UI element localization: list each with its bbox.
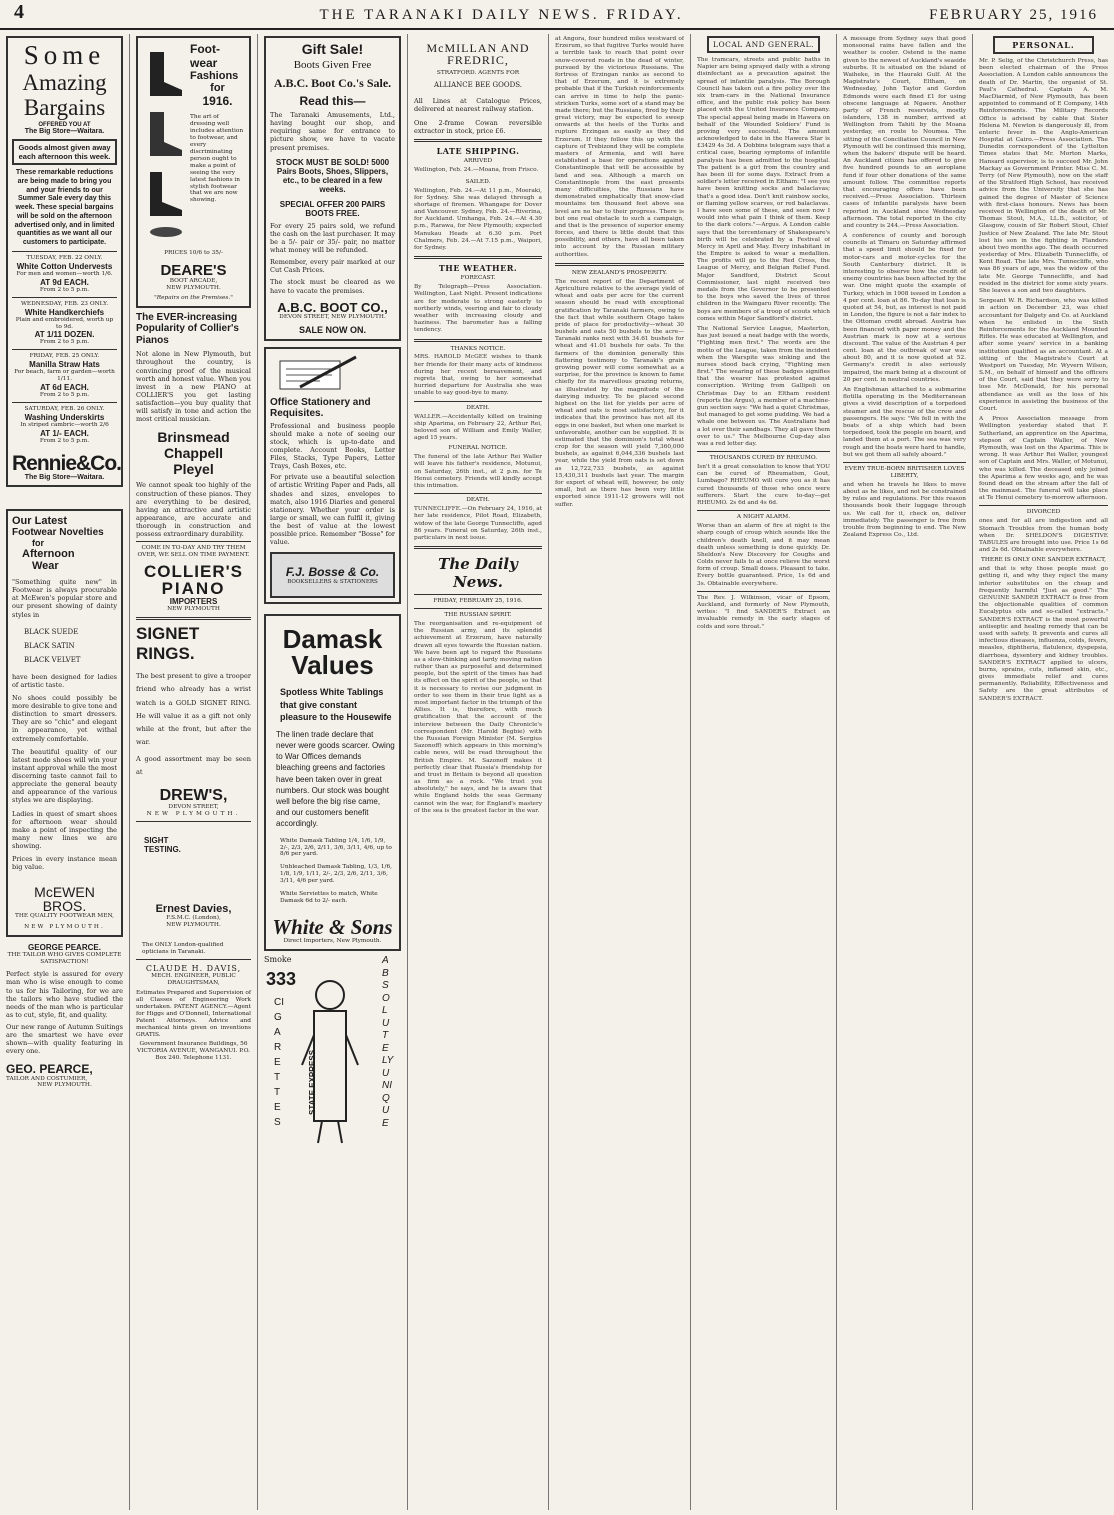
sight-testing-ad (136, 836, 251, 957)
store-name: The Big Store—Waitara. (24, 474, 105, 482)
article-text: Sergeant W. R. Richardson, who was killed in action on December 23, was chief accountant for Dalgety and Co. at Auckland when he enlisted in the Sixth Reinforcements for the Auckland Mounted Rifles. He was educated at Wellington, and after some years' service in a banking institution qualified as an accountant. At a sitting of the Magistrate's Court at Westport on Tuesday, Mr. Wyvern Wilson, S.M., on behalf of himself and the officers of the Court, said that they were sorry to lose Mr. McDonald, for his personal attendance as well as the loss of his experience in assisting the business of the Court. (979, 298, 1108, 412)
column-2 (130, 34, 258, 1510)
pen-and-paper-icon (270, 353, 360, 393)
bosse-logo (270, 552, 395, 598)
ad-heading: EVERY TRUE-BORN BRITISHER LOVES LIBERTY, (844, 465, 965, 479)
ad-text: Worse than an alarm of fire at night is the sharp cough of croup which sounds like the children's death knell, and it may mean death unless something is done quickly. Dr. Sheldon's New Discovery for Coughs and Colds never fails to at once relieve the worst form of croup. Small doses. Pleasant to take. Every bottle guaranteed. Price, 1s 6d and 3s. Obtainable everywhere. (697, 523, 830, 587)
advertiser-location: NEW PLYMOUTH. (166, 921, 221, 928)
day-desc: Plain and embroidered, worth up to 9d. (15, 316, 114, 330)
ad-text: Our new range of Autumn Suitings are the smartest we have ever shown—with quality featuring in every one. (6, 1023, 123, 1056)
footwear-novelties-ad (6, 509, 123, 937)
section-heading: PERSONAL. (1012, 40, 1075, 50)
sub-heading: THANKS NOTICE. (450, 345, 506, 352)
advertiser-sub: IMPORTERS (169, 597, 218, 607)
column-5 (549, 34, 691, 1510)
ad-headline: Gift Sale! (301, 41, 364, 57)
advertiser-sub: STRATFORD. AGENTS FOR (436, 70, 520, 76)
advertiser-location: NEW PLYMOUTH. (166, 284, 221, 291)
day-price: AT 6d EACH. (40, 383, 89, 393)
notice-text: MRS. HAROLD McGEE wishes to thank her friends for their many acts of kindness during her recent bereavement, and regrets that, owing to her somewhat hurried departure for Australia she was unable to say good-bye to many. (414, 354, 542, 397)
article-text: Wellington, Feb. 24.—Moana, from Frisco. (414, 167, 539, 174)
notice-text: TUNNECLIFFE.—On February 24, 1916, at her late residence, Pilot Road, Elizabeth, widow of the late George Tunnecliffe, aged 86 years. Funeral on Saturday, 26th inst., particulars in next issue. (414, 506, 542, 541)
ad-text: The linen trade declare that never were goods scarcer. Owing to War Offices demands bleaching greens and factories have been taken over in great numbers. Our stock was bought well before the big rise came, and our customers benefit accordingly. (276, 729, 395, 829)
ad-headline: Boots Given Free (293, 59, 372, 71)
logo-text: F.J. Bosse & Co. (285, 565, 380, 580)
ad-text: "Something quite new" in Footwear is always procurable at McEwen's popular store and our present showing of dainty styles in (12, 578, 117, 619)
editorial-date: FRIDAY, FEBRUARY 25, 1916. (433, 598, 523, 605)
ad-text: One 2-frame Cowan reversible extractor in stock, price £6. (414, 119, 542, 136)
advertiser-name: A.B.C. BOOT CO., (277, 299, 388, 315)
article-text: A Press Association message from Wellington yesterday stated that F. Sutherland, an apprentice on the Aparima, stepson of Captain Waller, of New Plymouth, was lost on the Aparima. This is wrong. It was Arthur Rei Waller, youngest son of Captain and Mrs. Waller, of Motunui, who was killed. The deceased only joined the Aparima a few weeks ago, and he was found dead on the stream after the fall of the mainmast. The funeral will take place at Te Henui cemetery to-morrow afternoon. (979, 416, 1108, 502)
advertiser-name: White & Sons (272, 915, 393, 940)
column-7 (837, 34, 973, 1510)
ad-tagline: ABSOLUTELY UNIQUE (382, 955, 394, 1129)
issue-date: FEBRUARY 25, 1916 (929, 7, 1098, 23)
advertiser-sub: Direct Importers, New Plymouth. (283, 938, 382, 945)
style-item: BLACK VELVET (24, 655, 81, 664)
ad-text: ones and for all are indigestion and all Stomach Troubles from the human body when Dr. SHELDON'S DIGESTIVE TABULES are brought into use. Price 1s 6d and 2s 6d. Obtainable everywhere. (979, 518, 1108, 554)
ad-text: Isn't it a great consolation to know that YOU can be cured of Rheumatism, Gout, Lumbago? RHEUMO will cure you as it has cured thousands of those who once were sufferers. Start the cure to-day—get RHEUMO. 2s 6d and 4s 6d. (697, 464, 830, 507)
ad-text: The best present to give a trooper friend who already has a wrist watch is a GOLD SIGNET RING. He will value it as a gift not only while at the front, but after the war. (136, 672, 251, 747)
sub-heading: SAILED. (465, 178, 491, 185)
signature-sub: TAILOR AND COSTUMIER, (6, 1075, 88, 1082)
ad-headline: Amazing (22, 70, 107, 95)
ad-text: Professional and business people should make a note of seeing our stock, which is up-to-date and complete. Account Books, Letter Files, Stacks, Type Papers, Letter Trays, Cash Boxes, etc. (270, 421, 395, 471)
ad-headline: Foot- (190, 42, 220, 56)
ad-headline: The EVER-increasing Popularity of Collier's Pianos (136, 311, 239, 346)
ad-text: COME IN TO-DAY AND TRY THEM OVER, WE SELL ON TIME PAYMENT. (137, 545, 250, 559)
ad-text: Perfect style is assured for every man who is wise enough to come to us for his Tailoring, for we are the tailors who have studied the needs of the man who is particular as to cut, style, fit, and quality. (6, 970, 123, 1019)
bargains-ad (6, 36, 123, 487)
sale-day (12, 301, 117, 347)
ad-headline: for (210, 82, 225, 94)
day-item: Manilla Straw Hats (29, 360, 100, 370)
ad-text: and when he travels he likes to move about as he likes, and not be constrained by rules and regulations. For this reason thousands book their luggage through us. We call for it, check on, deliver immediately. The passenger is free from trouble from beginning to end. The New Zealand Express Co., Ltd. (843, 481, 966, 539)
article-text: By Telegraph—Press Association. Wellington, Last Night. Present indications are for moderate to strong easterly to northerly winds, veering and fair to cloudy weather with increasing cloudy and haziness. The barometer has a falling tendency. (414, 284, 542, 334)
day-label: WEDNESDAY, FEB. 23 ONLY. (20, 300, 109, 307)
ad-headline: SIGHT (144, 835, 169, 845)
advertiser-name: DREW'S, (159, 786, 228, 804)
ad-text: and that is why those people must go getting it, and why they reject the many inferior substitutes on the cheap and frequently harmful "Just as good." The GENUINE SANDER EXTRACT is free from the objectionable qualities of common Eucalyptus oils and so-called "extracts." SANDER'S EXTRACT is the most powerful antiseptic and healing remedy that can be used with safety. It prevents and cures all infectious diseases, influenza, colds, fevers, measles, diphtheria, flatulence, dyspepsia, diarrhoea, dysentery and kidney troubles. SANDER'S EXTRACT applied to ulcers, burns, sprains, cuts, inflamed skin, etc., gives immediate relief and cures permanently. Reliability, Effectiveness and Safety are the great attributes of SANDER'S EXTRACT. (979, 566, 1108, 702)
ad-headline: Values (291, 650, 374, 681)
ad-headline: wear (190, 56, 218, 70)
advertiser-address: Government Insurance Buildings, 56 VICTORIA AVENUE, WANGANUI. P.O. Box 240. Telephone 1131. (137, 1040, 250, 1061)
ad-text: Not alone in New Plymouth, but throughout the country, is convincing proof of the musical worth and honest value. When you invest in a new PIANO at COLLIER'S you get lasting satisfaction—you buy quality that will satisfy in tone and action the most critical musician. (136, 350, 251, 424)
ad-text: These remarkable reductions are being made to bring you and your friends to our Summer Sale every day this week. These special bargains will be sold on the afternoon advertised only, and in limited quantities as we want all our customers to participate. (14, 169, 115, 246)
ad-text: The ONLY London-qualified opticians in Taranaki. (142, 942, 224, 956)
article-text: Mr. P. Selig, of the Christchurch Press, has been elected chairman of the Press Association. A London cable announces the death of Dr. Martin, the organist of St. Paul's Cathedral. Captain A. M. MacDiarmid, of New Plymouth, has been appointed to command of E Company, 14th Reinforcements. The Military Records Office is advised by cable that Sister Helena M. Newton is dangerously ill, from enteric fever in the Anglo-American Hospital at Cairo.—Press Association. The Dunedin correspondent of the Lyttelton Times states that Mr. Morton Marks, Hansard supervisor, is to succeed Mr. John Mackay as Government Printer. Miss C. M. Terry (of New Plymouth), now on the staff of the Stratford High School, has received advice from the University that she has gained the degree of Master of Science with first-class honours. News has been received in Wellington of the death of Mr. Thomas Stout, M.A., LL.B., solicitor, of Glasgow, cousin of Sir Robert Stout, Chief Justice of New Zealand. The late Mr. Stout lost his son in the fighting in Flanders about two months ago. The death occurred yesterday of Mrs. Elizabeth Tunnecliffe, of Kent Road. The late Mrs. Tunnecliffe, who was 86 years of age, was the widow of the late Mr. George Tunnecliffe, and had resided in the district for some sixty years. She leaves a son and two daughters. (979, 58, 1108, 294)
ad-text: Estimates Prepared and Supervision of all Classes of Engineering Work undertaken. PATENT AGENCY.—Agent for Higgs and O'Donnell, International Patent Attorneys. Advice and mechanical hints given on inventions GRATIS. (136, 990, 251, 1039)
editorial-text: at Angora, four hundred miles westward of Erzerum, so that fugitive Turks would have a terrible task to reach that point over snow-covered roads in the dead of winter, pursued by the victorious Russians. The fortress of Erzingan ranks as second to that of Erzerum, and it is extremely probable that if the Turkish reinforcements can arrive in time to help the panic-stricken Turks, some sort of a stand may be made there; but the Russians, fired by their great victory, may be expected to sweep onwards at the heels of the Turks and rupture Erzingan as easily as they did Erzerum. If they follow this up with the capture of Trebizond they will be complete masters of Armenia, and will have established a base for operations against Constantinople that will be accessible by land and sea. Although a march on Constantinople from the east presents many difficulties, the Russians have demonstrated emphatically that snow-clad mountains ten thousand feet above sea level are no bar to their progress. There is but one real obstacle to such a campaign, and that is the presence of superior enemy forces, and there is little doubt that this possibility, and others, have all been taken into account by the Russian military authorities. (555, 36, 684, 258)
ad-text: We cannot speak too highly of the construction of these pianos. They are everything to be desired, having an attractive and artistic appearance, are accurate and thorough in construction and possess extraordinary durability. (136, 481, 251, 539)
sub-heading: ARRIVED (463, 158, 493, 165)
brand-name: Brinsmead (157, 429, 230, 446)
mcmillan-ad (414, 42, 542, 135)
ad-highlight: Goods almost given away each afternoon this week. (12, 139, 117, 165)
day-desc: For beach, farm or garden—worth 1/11. (14, 369, 115, 383)
brand-logo: Rennie&Co. (12, 452, 122, 476)
ad-text: For private use a beautiful selection of artistic Writing Paper and Pads, all shades and sizes, envelopes to match, also 1916 Diaries and general stationery. Whether your order is large or small, we can fulfil it, giving the best of value at the lowest possible price. Remember "Bosse" for value. (270, 473, 395, 547)
day-label: TUESDAY, FEB. 22 ONLY. (26, 254, 103, 261)
ad-headline: Wear (32, 560, 59, 573)
section-heading-box (993, 36, 1094, 54)
advertiser-sub: F.S.M.C. (London), (166, 914, 221, 921)
section-heading: THE WEATHER. (438, 263, 518, 274)
advertiser-location: NEW PLYMOUTH. (146, 810, 241, 817)
ad-text: The beautiful quality of our latest mode shoes will win your instant approval while the most discerning taste cannot fail to appreciate the general beauty and appearance of the various styles we are displaying. (12, 747, 117, 805)
page-number: 4 (14, 1, 24, 23)
column-1 (0, 34, 130, 1510)
logo-sub: BOOKSELLERS & STATIONERS (287, 579, 378, 586)
gift-sale-ad (264, 36, 401, 341)
editorial-heading: THE RUSSIAN SPIRIT. (444, 612, 512, 619)
editorial-heading: NEW ZEALAND'S PROSPERITY. (571, 269, 668, 276)
column-4 (408, 34, 549, 1510)
masthead (0, 0, 1114, 30)
advertiser-name: PIANO (161, 579, 226, 599)
notice-text: The funeral of the late Arthur Rei Waller will leave his father's residence, Motunui, on Saturday, 26th inst., at 2 p.m. for Te Henui cemetery. Friends will kindly accept this intimation. (414, 454, 542, 489)
day-time: From 2 to 5 p.m. (39, 339, 90, 346)
ad-highlight: STOCK MUST BE SOLD! 5000 Pairs Boots, Shoes, Slippers, etc., to be cleared in a few weeks. (275, 157, 390, 194)
article-text: The tramcars, streets and public baths in Napier are being sprayed daily with a strong disinfectant as a precaution against the spread of infantile paralysis. The Borough Council has taken out a fire policy over the six tram-cars in the National Insurance office, and the public risk policy has been placed with the United Insurance Company. The special appeal being made in Hawera on behalf of the Wounded Soldiers' Fund is proving very successful. The amount acknowledged to date in the Hawera Star is £3429 4s 3d. A Dobbins telegram says that a critical case, bearing symptoms of infantile paralysis has been admitted to the hospital. The patient is a girl from the country and has been ill for some days. Extract from a soldier's letter received in Eltham: "I see you have been knitting socks and balaclavas; that's a good idea. Don't knit rainbow socks, or flaming yellow scarves, or red balaclavas. I have seen some of these, and seen now I would into what pain I think of them. Keep to the dark colors."—Argus. A London cable says that the tercentenary of Shakespeare's birth will be celebrated by a Festival of Mercy in April and May. Every inhabitant in the Empire is asked to wear a medallion. The profits will go to the Red Cross, the League of Mercy, and Belgian Relief Fund. Major Sandford, District Scout Commissioner, last night received two medals from the Governor to be presented to the boys who saved the lives of three children in the Waingaru River recently. The boys are members of a troop of scouts which comes within Major Sandford's district. (697, 57, 830, 322)
ad-text: Prices in every instance mean big value. (12, 855, 117, 872)
ad-headline: Our Latest (12, 515, 68, 528)
ad-headline: Fashions (190, 70, 239, 82)
ad-text: Remember, every pair marked at our Cut Cash Prices. (270, 258, 395, 275)
advertiser-location: NEW PLYMOUTH (167, 606, 220, 613)
ad-headline: Office Stationery and Requisites. (270, 396, 371, 419)
ad-text: All Lines at Catalogue Prices, delivered at nearest railway station. (414, 96, 542, 114)
ad-headline: Smoke (264, 955, 292, 965)
advertiser-name: FREDRIC, (447, 53, 509, 67)
store-name: The Big Store—Waitara. (24, 128, 105, 135)
ad-heading: A NIGHT ALARM. (736, 514, 791, 521)
advertiser-name: DEARE'S (160, 261, 227, 279)
product-name: CIGARETTES (274, 997, 284, 1129)
ad-heading: THERE IS ONLY ONE SANDER EXTRACT, (981, 557, 1106, 564)
advertiser-name: GEORGE PEARCE. (28, 943, 101, 953)
pearce-ad (6, 943, 123, 1089)
day-time: From 2 to 5 p.m. (39, 438, 90, 445)
notice-text: WALLER.—Accidentally killed on training ship Aparima, on February 22, Arthur Rei, beloved son of William and Emily Waller, aged 15 years. (414, 413, 542, 442)
ad-headline: for (32, 538, 44, 549)
ad-headline: Afternoon (22, 548, 75, 561)
ad-subheadline: Spotless White Tablings that give constant pleasure to the Housewife (280, 687, 392, 722)
sub-heading: FORECAST. (460, 275, 496, 282)
advertiser-sub: THE QUALITY FOOTWEAR MEN, (14, 913, 114, 920)
day-item: Washing Underskirts (24, 413, 105, 423)
boot-illustrations (142, 42, 188, 246)
style-item: BLACK SATIN (24, 641, 75, 650)
column-3 (258, 34, 408, 1510)
advertiser-sub: THE TAILOR WHO GIVES COMPLETE SATISFACTION! (7, 952, 122, 966)
brand-name: Chappell (163, 445, 224, 462)
ad-headline: Footwear Novelties (12, 527, 104, 539)
day-item: White Handkerchiefs (24, 307, 105, 317)
ad-heading: DIVORCED (1026, 509, 1061, 516)
sale-days (12, 255, 117, 445)
boot-icon (142, 42, 188, 242)
newspaper-title: THE TARANAKI DAILY NEWS. FRIDAY. (319, 7, 684, 23)
ad-headline: SIGNET (136, 624, 200, 644)
ad-headline: TESTING. (144, 844, 181, 854)
section-heading-box (707, 36, 820, 53)
advertiser-name: COLLIER'S (144, 562, 243, 582)
article-text: An Englishman attached to a submarine flotilla operating in the Mediterranean gives a vivid description of a torpedoed steamer and the rescue of the crew and passengers. He says: "We fell in with the boats of a ship which had been torpedoed, took the people on board, and landed them at a port. The sea was very rough and the boats were hard to handle, but we got them all safely aboard." (843, 387, 966, 458)
ad-text: The art of dressing well includes attention to footwear, and every discriminating person ought to make a point of seeing the very latest fashions in stylish footwear that we are now showing. (190, 114, 244, 204)
advertiser-address: DEVON STREET, NEW PLYMOUTH. (279, 313, 386, 320)
ad-headline: A.B.C. Boot Co.'s Sale. (273, 76, 392, 90)
ad-heading: THOUSANDS CURED BY RHEUMO. (709, 455, 818, 462)
day-desc: For men and women—worth 1/6. (16, 270, 113, 277)
sub-heading: FUNERAL NOTICE. (448, 445, 508, 452)
damask-values-ad (264, 614, 401, 951)
day-price: AT 1/- EACH. (40, 429, 89, 439)
ad-headline: Damask (282, 624, 383, 655)
ad-text: A good assortment may be seen at (136, 755, 251, 777)
day-desc: In striped cambric—worth 2/6 (20, 422, 109, 429)
sale-day (12, 353, 117, 399)
advertiser-sub: MECH. ENGINEER, PUBLIC DRAUGHTSMAN, (151, 973, 236, 987)
day-label: FRIDAY, FEB. 25 ONLY. (29, 353, 100, 360)
ad-highlight: SPECIAL OFFER 200 PAIRS BOOTS FREE. (279, 199, 386, 218)
brand-number: 333 (266, 969, 297, 990)
day-price: AT 9d EACH. (40, 277, 89, 287)
ad-headline: Read this— (299, 94, 366, 108)
advertiser-location: NEW PLYMOUTH. (37, 1082, 92, 1089)
ad-tagline: "Repairs on the Premises." (154, 294, 233, 301)
editorial-text: The reorganisation and re-equipment of the Russian army, and its splendid achievement at Erzerum, have naturally drawn all eyes towards the Russian nation. We have been apt to regard the Russians as a slow-thinking and tardy moving nation rather than as purposeful and determined people, but the spirit of the times has had its effect on the spirit of the people, so that it is necessary to revise our judgment in order to see them in their true light as a most important factor in the triumph of the Allies. It is, therefore, with much gratification that the account of the interview between the Daily Chronicle's correspondent (Mr. Harold Begbie) with the Russian Foreign Minister (M. Sergius Sazonoff) which appears in this morning's cable news, will be read throughout the British Empire. M. Sazonoff makes it perfectly clear that Russia's friendship for and trust in Britain is beyond all question as firm as a rock. "We trust you absolutely," he says, and he is aware that while England holds the seas Germany cannot win the war, for England's mastery of the sea is the greatest factor in the war. (414, 620, 542, 814)
sub-heading: DEATH. (466, 497, 490, 504)
signet-rings-ad (136, 624, 251, 817)
column-6 (691, 34, 837, 1510)
sale-day (12, 406, 117, 445)
signature: GEO. PEARCE, (6, 1061, 93, 1076)
ad-headline: 1916. (202, 94, 233, 108)
advertiser-name: McEWEN BROS. (34, 884, 95, 915)
article-text: The National Service League, Masterton, has just issued a neat badge with the words, "Fighting men first." The words are the motto of the League, taken from the incident when the Warspite was sinking and the nurses stood back crying, "Fighting men first." The wearing of these badges signifies that the wearer has protested against conscription. Writing from Gallipoli on Christmas Day to an Eltham resident (reports the Argus), a member of a machine-gun section says: "We had a quiet Christmas, but managed to get some pudding. We had a whale one between us. The Australians had a lot over their sandbags. They all gave them over to us." The Melbourne Cup-day also was a red letter day. (697, 325, 830, 447)
ad-text: For every 25 pairs sold, we refund the cash on the last purchaser. It may be a 5/- pair or 35/- pair, no matter what money will be refunded. (270, 221, 395, 254)
day-label: SATURDAY, FEB. 26 ONLY. (24, 406, 105, 413)
price-list: White Serviettes to match, White Damask 6d to 2/- each. (280, 891, 378, 905)
stationery-illustration (270, 353, 395, 397)
brand-name: Pleyel (173, 461, 214, 478)
sale-day (12, 255, 117, 294)
section-heading: LATE SHIPPING. (436, 146, 520, 157)
ad-highlight: SALE NOW ON. (299, 324, 366, 335)
day-item: White Cotton Undervests (16, 261, 113, 271)
article-text: A message from Sydney says that good monsoonal rains have fallen and the weather is cooler. Ostend is the name given to the newest of Auckland's seaside suburbs. It is situated on the island of Waiheke, in the Hauraki Gulf. At the Magistrate's Court, Eltham, on Wednesday, John Taylor and Gordon Edmonds were each fined £1 for using obscene language at Ngaere. Another party of French reservists, mostly islanders, 138 in number, arrived at Wellington from Tahiti by the Moana yesterday, en route to Noumea. The sitting of the Conciliation Council in New Plymouth will be continued this morning, when the bakers' dispute will be heard. An Auckland citizen has offered to give five hundred pounds to an aeroplane fund if four other donations of the same amount follow. The committee reports that encouraging offers have been received.—Press Association. Thirteen cases of infantile paralysis have been reported in Auckland since Wednesday afternoon. The total reported in the city and country is 244.—Press Association. (843, 36, 966, 229)
sub-heading: DEATH. (466, 404, 490, 411)
style-item: BLACK SUEDE (24, 627, 79, 636)
price-range: PRICES 10/6 to 35/- (164, 250, 223, 256)
advertiser-sub: BOOT ARCADE, (169, 277, 218, 284)
ad-text: The Rev. J. Wilkinson, vicar of Epsom, Auckland, and formerly of New Plymouth, writes: "I find SANDER'S Extract an invaluable remedy in the early stages of colds and sore throat." (697, 594, 830, 630)
ad-headline: Some (23, 40, 106, 70)
ad-text: OFFERED YOU AT (38, 122, 91, 128)
ad-text: No shoes could possibly be more desirable to give tone and distinction to smart dressers. They are so "chic" and elegant in appearance, yet withal extremely comfortable. (12, 693, 117, 743)
advertiser-name: McMILLAN AND (426, 41, 530, 55)
ad-text: The stock must be cleared as we have to vacate the premises. (270, 278, 395, 295)
day-time: From 2 to 5 p.m. (39, 286, 90, 293)
column-8 (973, 34, 1114, 1510)
price-list: Unbleached Damask Tabling, 1/3, 1/6, 1/8, 1/9, 1/11, 2/-, 2/3, 2/6, 2/11, 3/6, 3/11, 4/6 per yard. (280, 864, 393, 885)
ad-headline: Bargains (23, 95, 106, 120)
price-list: White Damask Tabling 1/4, 1/6, 1/9, 2/-, 2/3, 2/6, 2/11, 3/6, 3/11, 4/6, up to 8/6 per yard. (280, 837, 392, 858)
advertiser-sub: DEVON STREET, (168, 803, 219, 810)
advertiser-location: NEW PLYMOUTH. (24, 924, 105, 931)
state-express-ad (264, 955, 401, 1155)
article-text: Wellington, Feb. 24.—At 11 p.m., Moeraki, for Sydney. She was delayed through a shortage of firemen. Whangape for Dover and Vancouver. Sydney, Feb. 24.—Riverina, for Auckland. Umhanga, Feb. 24.—At 4.30 p.m., Rarawa, for New Plymouth; expected Manukau Heads at 6.30 p.m. Port Chalmers, Feb. 24.—At 7.15 p.m., Waipori, for Sydney. (414, 187, 542, 252)
claude-davis-ad (136, 964, 251, 1061)
advertiser-sub: ALLIANCE BEE GOODS. (433, 80, 523, 89)
editorial-text: The recent report of the Department of Agriculture relative to the average yield of wheat and oats per acre for the current season should be read with exceptional gratification by Taranaki farmers, owing to the fact that while southern Otago takes pride of place for productivity—wheat 30 bushels and oats 50 bushels to the acre—Taranaki ranks next with 34.61 bushels for wheat and 41.01 bushels for oats. To the farmers of the dominion generally this flattering testimony to Taranaki's grain growing power will come somewhat as a surprise, for the province is known to fame chiefly for its marvellous grazing returns, as illustrated by the magnitude of the dairying industry. To be placed second highest on the list for yields per acre of wheat and oats is most satisfactory, for it indicates that the province has not all its eggs in one basket, but when one market is unfavorable, another can be supplied. It is estimated that the dominion's total wheat crop for the season will yield 7,360,000 bushels, as against 6,044,336 bushels last year, while the yield from oats is set down as 12,722,733 bushels, as against 15,430,311 bushels last year. The margin for export of wheat will, however, be only small, but as there has been very little exported since 1911-12 growers will not suffer. (555, 278, 684, 508)
ad-headline: RINGS. (136, 644, 195, 664)
style-list (24, 625, 117, 667)
ad-text: The Taranaki Amusements, Ltd., having bought our shop, and requiring same for entrance to picture show, we have to vacate present premises. (270, 111, 395, 152)
day-time: From 2 to 5 p.m. (39, 392, 90, 399)
office-stationery-ad (264, 347, 401, 605)
day-price: AT 1/11 DOZEN. (34, 330, 95, 340)
ad-text: have been designed for ladies of artistic taste. (12, 672, 117, 689)
collier-pianos-ad (136, 312, 251, 613)
ad-text: Ladies in quest of smart shoes for afternoon wear should make a point of inspecting the many new lines we are showing. (12, 809, 117, 851)
article-text: A conference of county and borough councils at Timaru on Saturday affirmed that a speed limit should be fixed for motor-cars and motor-cycles for the South Canterbury district. It is interesting to observe how the credit of enemy countries has been affected by the war. One might quote the example of Turkey, which in 1908 issued in London a 4 per cent. loan at 86. To-day that loan is quoted at 54, but, as interest is not paid in London, the figure is not a fair index to the Ottoman credit abroad. Austria has been financed with paper money and the Austrian mark is now at a serious discount. The value of the Austrian 4 per cent. loan at the outbreak of war was about 80, and it is now quoted at 52. Germany's credit is also seriously impaired, the mark being at a discount of 20 per cent. in neutral countries. (843, 233, 966, 383)
advertiser-name: CLAUDE H. DAVIS, (145, 964, 242, 974)
newspaper-nameplate: The Daily News. (438, 555, 518, 592)
section-heading: LOCAL AND GENERAL. (713, 40, 814, 49)
brand-label: STATE EXPRESS (308, 1050, 317, 1116)
advertiser-name: Ernest Davies, (155, 902, 232, 915)
footwear-fashions-ad (136, 36, 251, 308)
